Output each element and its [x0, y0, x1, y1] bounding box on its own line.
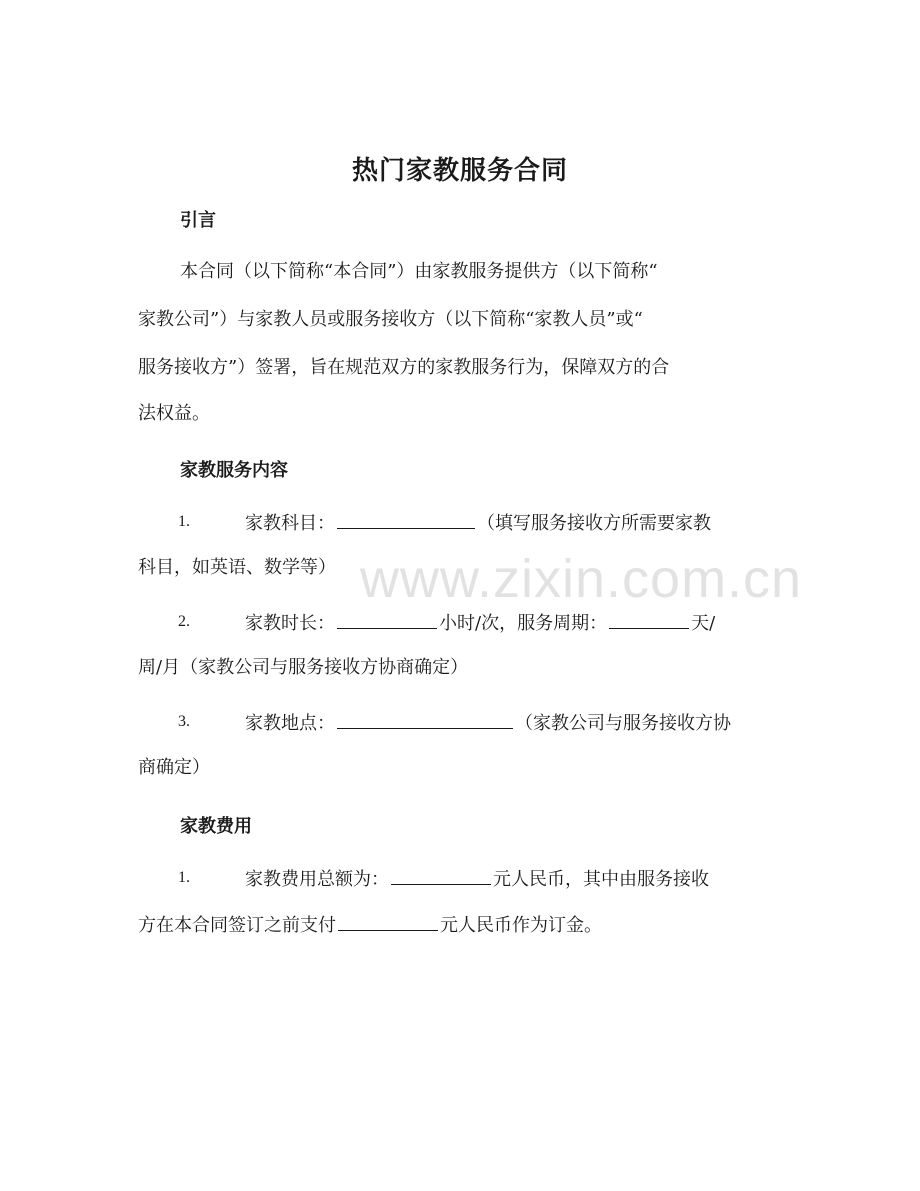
- fee-item-1-number: 1.: [178, 869, 190, 886]
- content-item-1-label: 家教科目：: [245, 513, 335, 534]
- content-item-1: [245, 510, 711, 536]
- duration-blank: [337, 610, 437, 629]
- subject-blank: [337, 510, 475, 529]
- content-item-3-label: 家教地点：: [245, 713, 335, 734]
- section-heading-intro: 引言: [180, 210, 216, 231]
- fee-item-1-cont-after: 元人民币作为订金。: [440, 915, 602, 936]
- content-item-3-cont: 商确定）: [138, 757, 210, 778]
- watermark: www.zixin.com.cn: [360, 549, 803, 609]
- content-item-1-cont: 科目，如英语、数学等）: [138, 557, 336, 578]
- content-item-3-number: 3.: [178, 713, 190, 730]
- fee-item-1-after: 元人民币，其中由服务接收: [493, 869, 709, 890]
- content-item-2-after: 天/: [691, 613, 716, 634]
- total-fee-blank: [391, 866, 491, 885]
- content-item-2-cont: 周/月（家教公司与服务接收方协商确定）: [138, 657, 469, 678]
- content-item-2-mid: 小时/次，服务周期：: [439, 613, 608, 634]
- section-heading-fee: 家教费用: [180, 816, 252, 837]
- content-item-3-note: （家教公司与服务接收方协: [515, 713, 731, 734]
- period-blank: [609, 610, 689, 629]
- fee-item-1-cont: [138, 912, 602, 938]
- intro-line-1: 本合同（以下简称“本合同”）由家教服务提供方（以下简称“: [180, 261, 658, 282]
- intro-line-2: 家教公司”）与家教人员或服务接收方（以下简称“家教人员”或“: [138, 309, 643, 330]
- content-item-3: [245, 710, 731, 736]
- content-item-2: [245, 610, 715, 636]
- content-item-2-label: 家教时长：: [245, 613, 335, 634]
- section-heading-content: 家教服务内容: [180, 460, 288, 481]
- location-blank: [337, 710, 513, 729]
- intro-line-3: 服务接收方”）签署，旨在规范双方的家教服务行为，保障双方的合: [138, 357, 670, 378]
- content-item-2-number: 2.: [178, 613, 190, 630]
- document-title: 热门家教服务合同: [351, 156, 568, 186]
- fee-item-1-label: 家教费用总额为：: [245, 869, 389, 890]
- fee-item-1-cont-before: 方在本合同签订之前支付: [138, 915, 336, 936]
- intro-line-4: 法权益。: [138, 403, 210, 424]
- content-item-1-number: 1.: [178, 513, 190, 530]
- fee-item-1: [245, 866, 709, 892]
- content-item-1-note: （填写服务接收方所需要家教: [477, 513, 711, 534]
- deposit-blank: [338, 912, 438, 931]
